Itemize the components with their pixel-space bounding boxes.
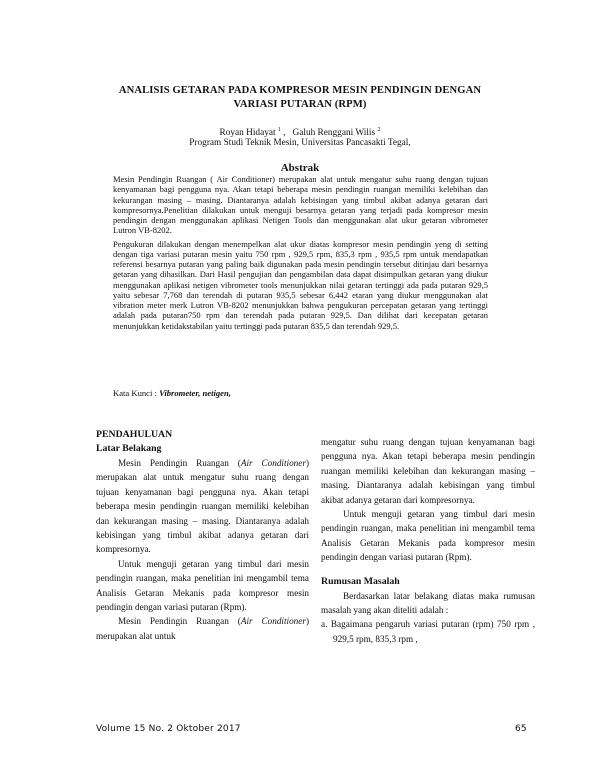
author-1-affil-mark: 1 (277, 127, 281, 133)
abstract-paragraph-1: Mesin Pendingin Ruangan ( Air Conditioner) merupakan alat untuk mengatur suhu ruang dengan tujuan kenyamanan bagi pengguna nya. Akan tetapi beberapa mesin pendingin ruangan memiliki kelebihan dan kekurangan masing – masing. Diantaranya adalah kebisingan yang timbul akibat adanya getaran dari kompresornya.Penelitian dilakukan untuk menguji besarnya getaran yang terjadi pada kompresor mesin pendingin dengan menggunakan aplikasi Netigen Tools dan menggunakan alat ukur getaran vibrometer Lutron VB-8202. (113, 174, 488, 236)
left-p3-start: Mesin Pendingin Ruangan ( (118, 616, 241, 627)
keywords (113, 388, 488, 398)
author-2: Galuh Renggani Wilis (292, 128, 376, 139)
footer-page-number: 65 (515, 724, 527, 734)
affiliation: Program Studi Teknik Mesin, Universitas Pancasakti Tegal, (189, 138, 411, 148)
abstract-heading: Abstrak (280, 162, 320, 174)
list-item-a: a. Bagaimana pengaruh variasi putaran (rpm) 750 rpm , 929,5 rpm, 835,3 rpm , (321, 619, 535, 644)
left-p1-italic: Air Conditioner (240, 458, 306, 468)
author-1: Royan Hidayat (219, 128, 276, 139)
left-column (96, 428, 309, 643)
left-p3-rest: ) merupakan alat untuk (96, 616, 309, 641)
subheading-latar-belakang: Latar Belakang (96, 443, 162, 454)
section-gap (321, 565, 535, 575)
title-line-1: ANALISIS GETARAN PADA KOMPRESOR MESIN PENDINGIN DENGAN (118, 85, 482, 96)
right-paragraph-2: Untuk menguji getaran yang timbul dari mesin pendingin ruangan, maka penelitian ini mengambil tema Analisis Getaran Mekanis pada kompresor mesin pendingin dengan variasi putaran (Rpm). (321, 509, 535, 563)
right-column (321, 435, 535, 646)
right-paragraph-3: Berdasarkan latar belakang diatas maka rumusan masalah yang akan diteliti adalah : (321, 590, 535, 616)
left-paragraph-3 (96, 614, 309, 643)
footer-volume: Volume 15 No. 2 Oktober 2017 (96, 724, 241, 734)
keywords-value: Vibrometer, netigen, (159, 388, 231, 398)
left-p1-rest: ) merupakan alat untuk mengatur suhu ruang dengan tujuan kenyamanan bagi pengguna nya. Akan tetapi beberapa mesin pendingin ruangan memiliki kelebihan dan kekurangan masing – masing. Diantaranya adalah kebisingan yang timbul akibat adanya getaran dari kompresornya. (96, 458, 309, 555)
left-paragraph-2: Untuk menguji getaran yang timbul dari mesin pendingin ruangan, maka penelitian ini mengambil tema Analisis Getaran Mekanis pada kompresor mesin pendingin dengan variasi putaran (Rpm). (96, 558, 309, 613)
paper-title (60, 84, 540, 111)
author-separator: , (280, 128, 293, 139)
section-heading-pendahuluan: PENDAHULUAN (96, 429, 173, 440)
keywords-label: Kata Kunci : (113, 388, 160, 398)
abstract-body (113, 174, 488, 331)
left-paragraph-1 (96, 456, 309, 557)
left-p1-start: Mesin Pendingin Ruangan ( (118, 458, 241, 468)
subheading-rumusan-masalah: Rumusan Masalah (321, 575, 400, 587)
title-line-2: VARIASI PUTARAN (RPM) (233, 98, 367, 110)
left-p3-italic: Air Conditioner (240, 616, 306, 627)
abstract-paragraph-2: Pengukuran dilakukan dengan menempelkan alat ukur diatas kompresor mesin pendingin yeng di setting dengan tiga variasi putaran mesin yaitu 750 rpm , 929,5 rpm, 835,3 rpm , 935,5 rpm untuk mendapatkan referensi besarnya putaran yang paling baik digunakan pada mesin pendingin tersebut ditinjau dari besarnya getaran yang dihasilkan. Dari Hasil pengujian dan pengambilan data dapat disimpulkan getaran yang diukur menggunakan aplikasi netigen vibrometer tools menunjukkan nilai getaran tertinggi ada pada putaran 929,5 yaitu sebesar 7,768 dan terendah di putaran 935,5 sebesar 6,442 etaran yang diukur menggunakan alat vibration meter merk Lutron VB-8202 menunjukkan bahwa pengukuran percepatan getaran yang tertinggi adalah pada putaran750 rpm dan terendah pada putaran 929,5. Dan dilihat dari kecepatan getaran menunjukkan ketidakstabilan yaitu tertinggi pada putaran 835,5 dan terendah 929,5. (113, 238, 488, 331)
author-2-affil-mark: 2 (377, 127, 381, 133)
right-paragraph-1: mengatur suhu ruang dengan tujuan kenyamanan bagi pengguna nya. Akan tetapi beberapa mesin pendingin ruangan memiliki kelebihan dan kekurangan masing – masing. Diantaranya adalah kebisingan yang timbul akibat adanya getaran dari kompresornya. (321, 437, 535, 505)
